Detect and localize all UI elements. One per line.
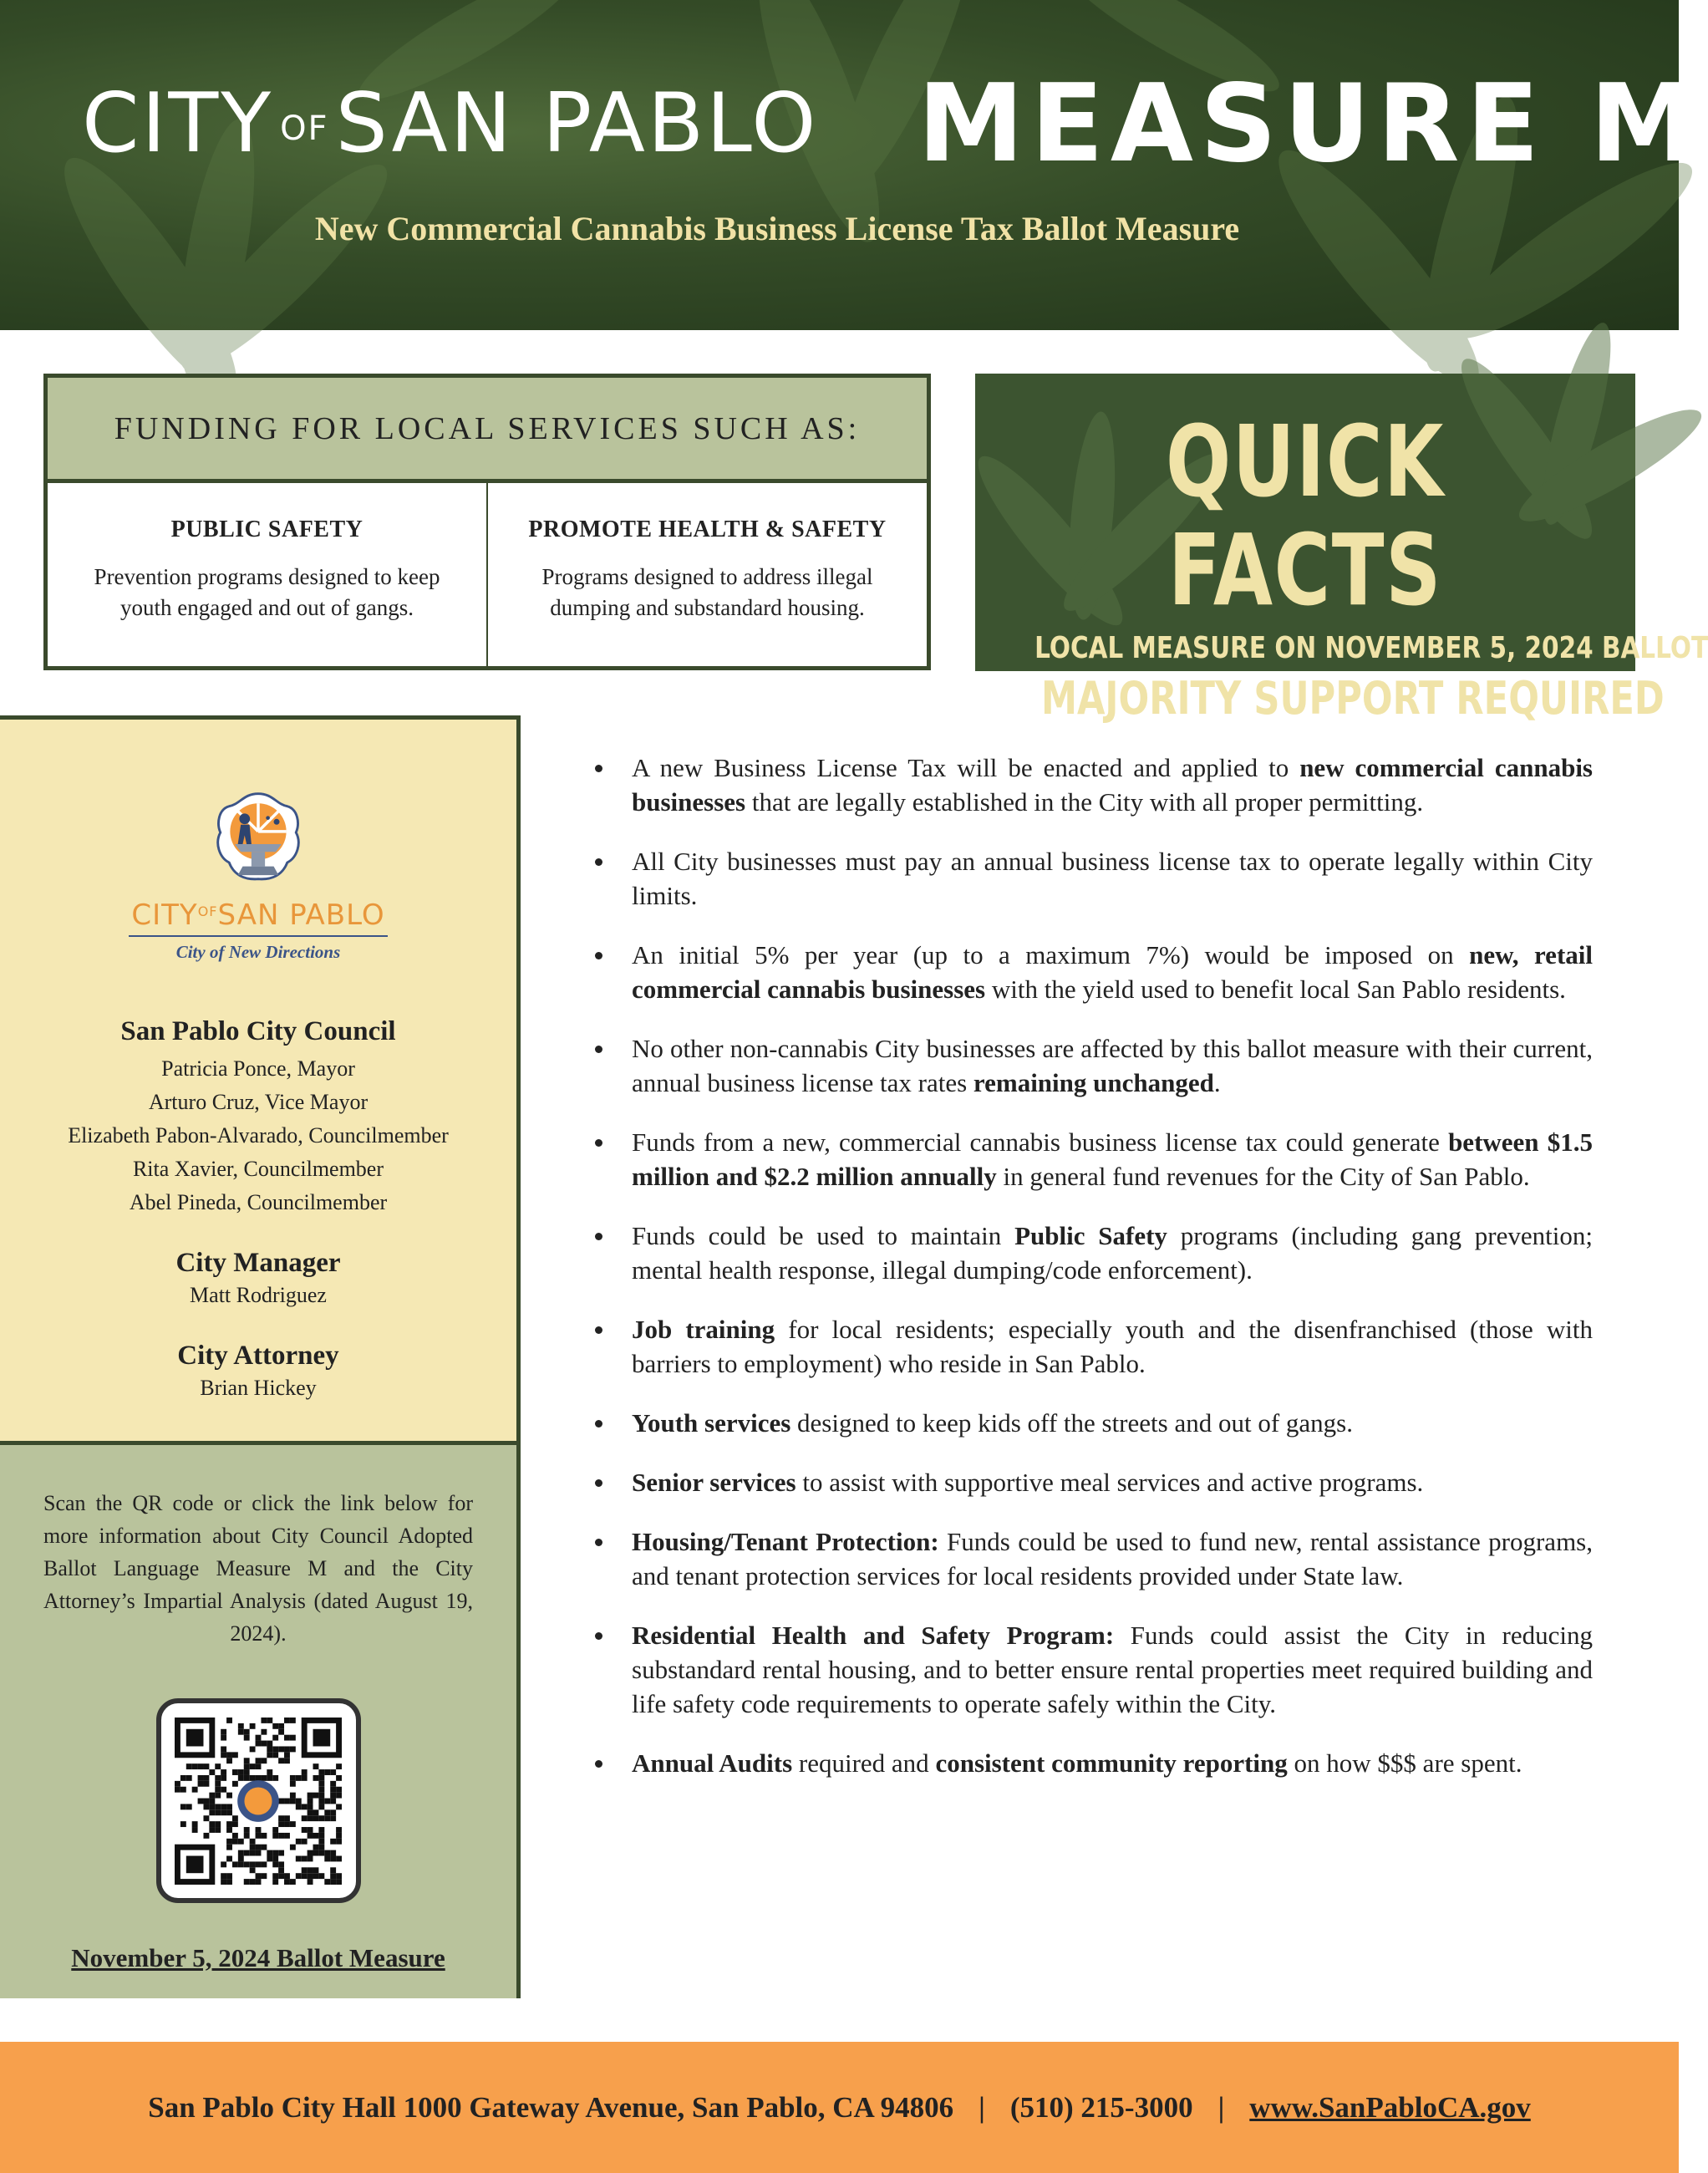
fact-emphasis: Senior services	[632, 1468, 796, 1497]
fact-item	[590, 1219, 1593, 1287]
fact-emphasis: between $1.5 million and $2.2 million annually	[632, 1127, 1593, 1191]
footer-separator: |	[1217, 2090, 1225, 2124]
logo-tagline: City of New Directions	[175, 942, 341, 962]
header-city-title	[82, 74, 818, 179]
fact-text: An initial 5% per year (up to a maximum 7%) would be imposed on	[632, 940, 1470, 969]
fact-text: programs (including gang prevention; mental health response, illegal dumping/code enforcement).	[632, 1221, 1593, 1285]
sidebar	[0, 715, 521, 1998]
sidebar-officials	[0, 720, 516, 1445]
fact-text: Funds could be used to fund new, rental assistance programs, and tenant protection services for local residents provided under State law.	[632, 1527, 1593, 1590]
fact-text: required and	[792, 1748, 936, 1778]
quick-facts-ballot-date: LOCAL MEASURE ON NOVEMBER 5, 2024 BALLOT	[1034, 631, 1708, 665]
fact-text: All City businesses must pay an annual business license tax to operate legally within City limits.	[632, 847, 1593, 910]
title-of-word: OF	[280, 109, 329, 148]
fact-item	[590, 1312, 1593, 1381]
fact-emphasis: Annual Audits	[632, 1748, 793, 1778]
funding-item-public-safety	[48, 483, 486, 666]
fact-item	[590, 1031, 1593, 1100]
logo-name-word: SAN PABLO	[217, 898, 385, 932]
funding-item-title: PROMOTE HEALTH & SAFETY	[528, 517, 887, 542]
fact-text: with the yield used to benefit local San Pablo residents.	[985, 975, 1566, 1004]
council-members	[0, 1052, 516, 1219]
header-banner	[0, 0, 1703, 330]
quick-facts-panel	[975, 374, 1708, 725]
logo-of-word: OF	[197, 903, 218, 919]
title-city-word: CITY	[82, 76, 274, 171]
council-member: Arturo Cruz, Vice Mayor	[148, 1090, 369, 1114]
fact-text: in general fund revenues for the City of San Pablo.	[996, 1162, 1530, 1191]
qr-code-icon	[175, 1718, 342, 1885]
fact-text: for local residents; especially youth and the disenfranchised (those with barriers to employment) who reside in San Pablo.	[632, 1315, 1593, 1378]
fact-text: No other non-cannabis City businesses are affected by this ballot measure with their current, annual business license tax rates	[632, 1034, 1593, 1097]
sidebar-qr-section	[0, 1445, 516, 1998]
fact-item	[590, 1746, 1593, 1780]
fact-item	[590, 844, 1593, 913]
fact-text: that are legally established in the City with all proper permitting.	[745, 787, 1424, 817]
fact-text: .	[1213, 1068, 1221, 1097]
fact-emphasis: Job training	[632, 1315, 775, 1344]
qr-instructions: Scan the QR code or click the link below for more information about City Council Adopted Ballot Language Measure M and the City Attorney’s Impartial Analysis (dated August 19, 2024).	[43, 1491, 473, 1646]
facts-list	[590, 751, 1593, 1805]
logo-wordmark	[0, 898, 516, 932]
fact-text: Funds from a new, commercial cannabis business license tax could generate	[632, 1127, 1449, 1157]
fact-text: on how $$$ are spent.	[1287, 1748, 1522, 1778]
footer-address: San Pablo City Hall 1000 Gateway Avenue, San Pablo, CA 94806	[148, 2090, 954, 2124]
footer-phone[interactable]: (510) 215-3000	[1009, 2090, 1193, 2124]
fact-emphasis: Public Safety	[1014, 1221, 1167, 1250]
fact-text: to assist with supportive meal services and active programs.	[796, 1468, 1424, 1497]
logo-city-word: CITY	[131, 898, 198, 932]
city-manager-name: Matt Rodriguez	[190, 1283, 327, 1307]
ballot-measure-link[interactable]: November 5, 2024 Ballot Measure	[71, 1943, 445, 1972]
fact-emphasis: new, retail commercial cannabis businesses	[632, 940, 1593, 1004]
city-seal-icon	[183, 720, 333, 887]
header-measure-title: MEASURE M	[918, 62, 1703, 186]
city-attorney-name: Brian Hickey	[200, 1376, 317, 1400]
footer	[0, 2042, 1679, 2173]
title-name-word: SAN PABLO	[335, 76, 819, 171]
fact-text: designed to keep kids off the streets and out of gangs.	[790, 1408, 1353, 1438]
funding-item-health-safety	[486, 483, 927, 666]
fact-item	[590, 751, 1593, 819]
fact-emphasis: consistent community reporting	[935, 1748, 1288, 1778]
quick-facts-majority: MAJORITY SUPPORT REQUIRED	[1041, 672, 1665, 725]
council-member: Rita Xavier, Councilmember	[132, 1157, 384, 1181]
city-manager-heading: City Manager	[175, 1248, 341, 1278]
council-member: Patricia Ponce, Mayor	[161, 1056, 355, 1081]
council-member: Abel Pineda, Councilmember	[129, 1190, 388, 1214]
fact-emphasis: remaining unchanged	[973, 1068, 1214, 1097]
council-heading: San Pablo City Council	[120, 1016, 396, 1046]
footer-website-link[interactable]: www.SanPabloCA.gov	[1249, 2090, 1531, 2124]
city-attorney-heading: City Attorney	[177, 1341, 339, 1371]
funding-item-title: PUBLIC SAFETY	[170, 517, 363, 542]
fact-item	[590, 1406, 1593, 1440]
council-member: Elizabeth Pabon-Alvarado, Councilmember	[68, 1123, 449, 1148]
fact-emphasis: new commercial cannabis businesses	[632, 753, 1593, 817]
fact-emphasis: Housing/Tenant Protection:	[632, 1527, 939, 1556]
qr-code[interactable]	[156, 1698, 361, 1903]
fact-item	[590, 1524, 1593, 1593]
fact-emphasis: Residential Health and Safety Program:	[632, 1621, 1115, 1650]
fact-emphasis: Youth services	[632, 1408, 791, 1438]
header-subtitle: New Commercial Cannabis Business License Tax Ballot Measure	[314, 210, 1240, 247]
funding-box	[43, 374, 931, 670]
fact-item	[590, 1465, 1593, 1499]
fact-text: A new Business License Tax will be enacted and applied to	[632, 753, 1300, 782]
quick-facts-title: QUICK FACTS	[1166, 404, 1445, 628]
fact-item	[590, 1125, 1593, 1193]
fact-item	[590, 938, 1593, 1006]
funding-heading: FUNDING FOR LOCAL SERVICES SUCH AS:	[48, 378, 927, 483]
funding-item-text: Prevention programs designed to keep youth engaged and out of gangs.	[94, 564, 440, 620]
funding-item-text: Programs designed to address illegal dumping and substandard housing.	[541, 564, 873, 620]
footer-separator: |	[979, 2090, 985, 2124]
logo-divider	[129, 935, 388, 937]
fact-text: Funds could assist the City in reducing substandard rental housing, and to better ensure rental properties meet required building and life safety code requirements to operate safely within the City.	[632, 1621, 1593, 1718]
fact-text: Funds could be used to maintain	[632, 1221, 1015, 1250]
fact-item	[590, 1618, 1593, 1721]
